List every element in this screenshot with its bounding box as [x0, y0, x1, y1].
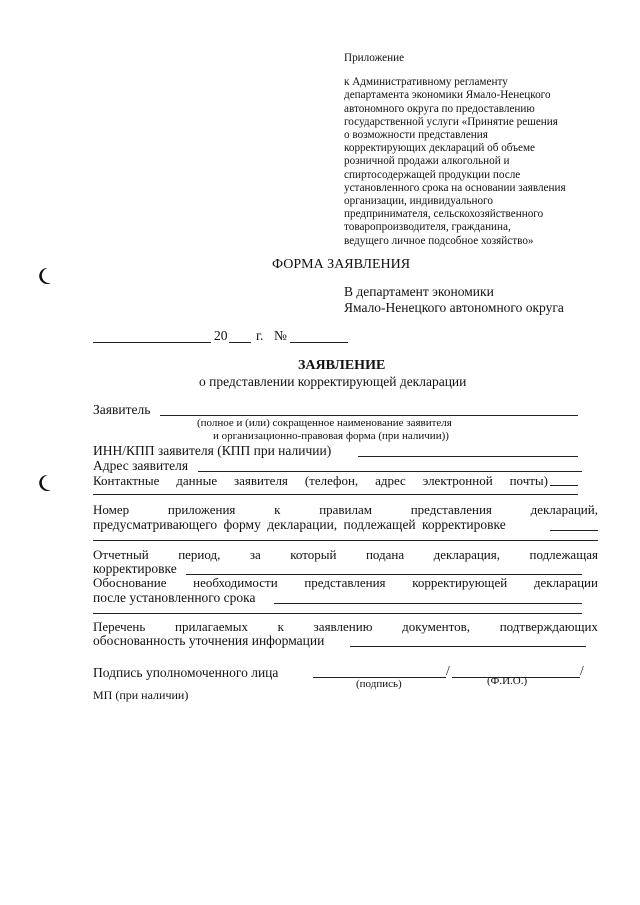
docs-word: документов,: [402, 619, 471, 634]
period-word: декларация,: [433, 547, 500, 562]
appendix-line: автономного округа по предоставлению: [344, 102, 535, 115]
appendix-line: департамента экономики Ямало-Ненецкого: [344, 89, 551, 102]
statement-title: ЗАЯВЛЕНИЕ: [298, 358, 386, 373]
appendix-line: спиртосодержащей продукции после: [344, 168, 521, 181]
appendix-title: Приложение: [344, 52, 405, 64]
justification-word: представления: [304, 575, 386, 590]
signature-hint: (подпись): [356, 678, 402, 690]
appendix-line: установленного срока на основании заявления: [344, 181, 566, 194]
number-sign: №: [274, 328, 287, 343]
docs-word: прилагаемых: [174, 619, 248, 634]
name-hint: (Ф.И.О.): [487, 675, 528, 687]
binder-hole-mark-icon: [34, 265, 56, 287]
appendix-block: [344, 52, 606, 248]
contacts-word: данные: [176, 473, 218, 488]
addressee-line-2: Ямало-Ненецкого автономного округа: [344, 300, 564, 315]
annex-label: [93, 502, 598, 518]
justification-field[interactable]: [274, 603, 582, 604]
period-label-line-2: корректировке: [93, 561, 177, 576]
justification-field-continuation[interactable]: [93, 613, 582, 614]
appendix-line: товаропроизводителя, гражданина,: [344, 221, 511, 234]
signature-label: Подпись уполномоченного лица: [93, 665, 279, 680]
annex-word: деклараций,: [530, 502, 598, 517]
applicant-hint-2: и организационно-правовая форма (при наличии)): [213, 430, 449, 442]
applicant-field[interactable]: [160, 415, 578, 416]
appendix-line: организации, индивидуального: [344, 195, 493, 208]
binder-hole-mark-icon: [34, 472, 56, 494]
applicant-label: Заявитель: [93, 402, 151, 417]
appendix-line: розничной продажи алкогольной и: [344, 155, 510, 168]
annex-word: правилам: [319, 502, 372, 517]
justification-word: необходимости: [193, 575, 278, 590]
inn-kpp-label: ИНН/КПП заявителя (КПП при наличии): [93, 443, 332, 458]
justification-label: [93, 575, 598, 591]
period-word: за: [249, 547, 261, 562]
appendix-line: к Административному регламенту: [344, 76, 508, 89]
signature-slash-end: /: [580, 663, 584, 678]
period-word: который: [290, 547, 337, 562]
annex-word: приложения: [167, 502, 236, 517]
justification-word: Обоснование: [93, 575, 167, 590]
signature-slash: /: [446, 663, 450, 678]
contacts-field[interactable]: [550, 485, 578, 486]
appendix-line: о возможности представления: [344, 129, 488, 142]
appendix-line: ведущего личное подсобное хозяйство»: [344, 234, 534, 247]
statement-subtitle: о представлении корректирующей декларации: [199, 374, 467, 389]
annex-label-line-2: предусматривающего форму декларации, подлежащей корректировке: [93, 517, 506, 532]
annex-word: к: [274, 502, 281, 517]
year-field[interactable]: [229, 342, 251, 343]
period-word: подана: [365, 547, 405, 562]
inn-kpp-field[interactable]: [358, 456, 578, 457]
date-field[interactable]: [93, 342, 211, 343]
docs-word: заявлению: [313, 619, 373, 634]
annex-word: представления: [410, 502, 492, 517]
addressee-line-1: В департамент экономики: [344, 284, 494, 299]
contacts-label: [93, 473, 548, 489]
docs-field[interactable]: [350, 646, 586, 647]
contacts-word: (телефон,: [304, 473, 359, 488]
contacts-word: почты): [509, 473, 548, 488]
appendix-line: предпринимателя, сельскохозяйственного: [344, 208, 544, 221]
annex-word: Номер: [93, 502, 130, 517]
justification-label-line-2: после установленного срока: [93, 590, 256, 605]
justification-word: корректирующей: [412, 575, 508, 590]
address-label: Адрес заявителя: [93, 458, 189, 473]
contacts-word: электронной: [422, 473, 493, 488]
docs-word: Перечень: [93, 619, 146, 634]
stamp-note: МП (при наличии): [93, 688, 189, 702]
justification-word: декларации: [533, 575, 598, 590]
docs-word: к: [277, 619, 284, 634]
contacts-word: адрес: [375, 473, 406, 488]
applicant-hint-1: (полное и (или) сокращенное наименование заявителя: [197, 417, 452, 429]
address-field[interactable]: [198, 471, 582, 472]
number-field[interactable]: [290, 342, 348, 343]
appendix-line: государственной услуги «Принятие решения: [344, 115, 558, 128]
appendix-line: корректирующих деклараций об объеме: [344, 142, 536, 155]
period-word: период,: [178, 547, 221, 562]
year-prefix: 20: [214, 328, 228, 343]
contacts-field-continuation[interactable]: [93, 494, 578, 495]
docs-label-line-2: обоснованность уточнения информации: [93, 633, 325, 648]
annex-field[interactable]: [550, 530, 598, 531]
docs-word: подтверждающих: [499, 619, 598, 634]
annex-field-continuation[interactable]: [93, 540, 598, 541]
contacts-word: заявителя: [234, 473, 288, 488]
year-suffix: г.: [256, 328, 264, 343]
form-title: ФОРМА ЗАЯВЛЕНИЯ: [272, 257, 411, 272]
period-word: подлежащая: [529, 547, 598, 562]
contacts-word: Контактные: [93, 473, 160, 488]
period-word: Отчетный: [93, 547, 149, 562]
